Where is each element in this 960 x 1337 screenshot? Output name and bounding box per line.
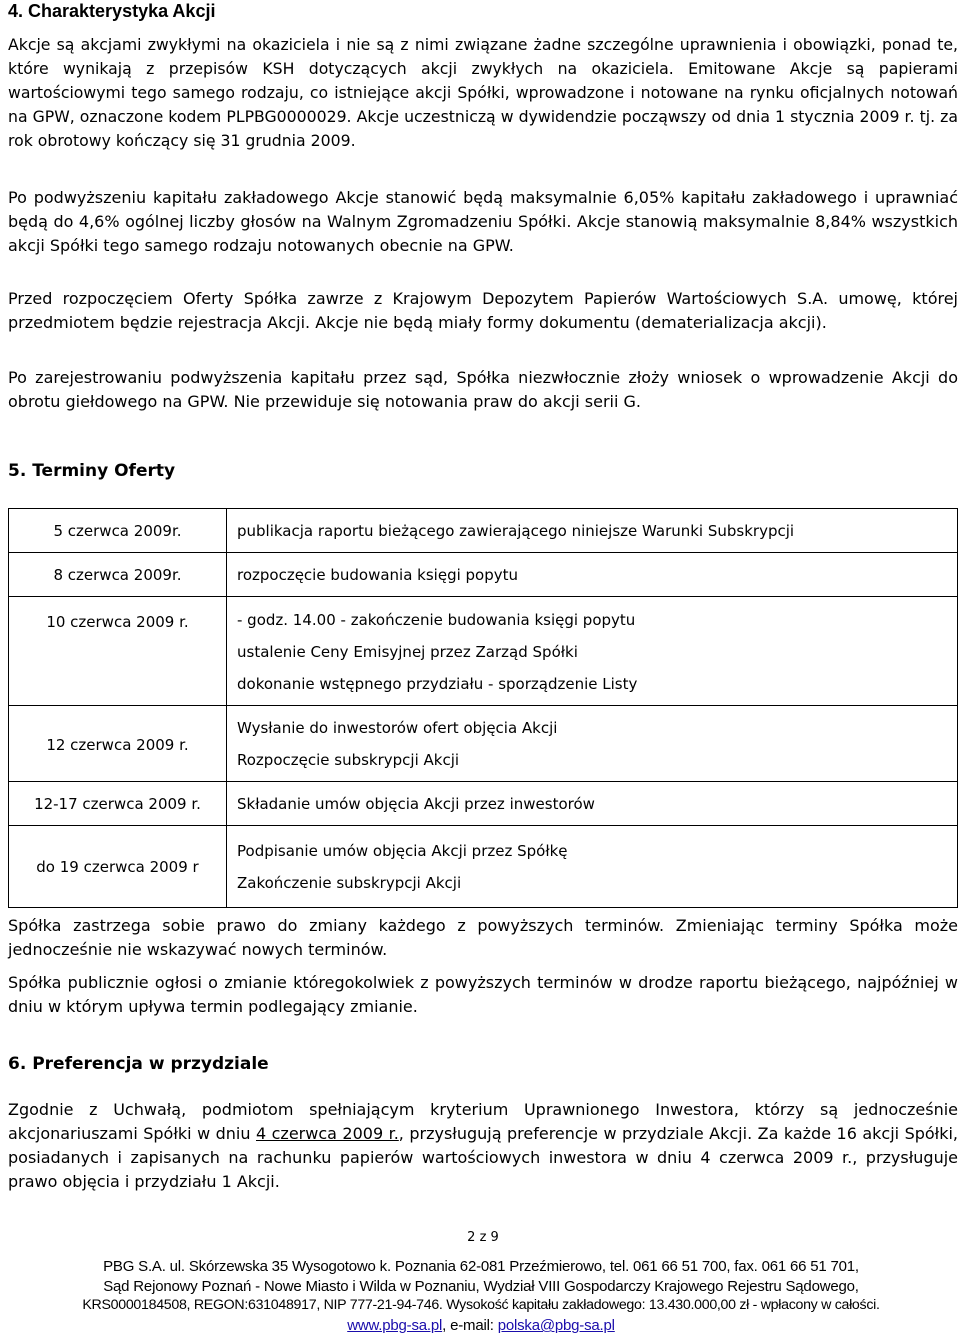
schedule-events	[227, 826, 958, 908]
footer-line-contact	[2, 1316, 960, 1336]
schedule-date: 12 czerwca 2009 r.	[9, 706, 227, 782]
schedule-date: do 19 czerwca 2009 r	[9, 826, 227, 908]
schedule-event: dokonanie wstępnego przydziału - sporządzenie Listy	[237, 674, 638, 693]
schedule-events	[227, 706, 958, 782]
schedule-row	[9, 706, 958, 782]
section-4-paragraph-3: Przed rozpoczęciem Oferty Spółka zawrze z Krajowym Depozytem Papierów Wartościowych S.A. umowę, której przedmiotem będzie rejestracja Akcji. Akcje nie będą miały formy dokumentu (dematerializacja akcji).	[8, 289, 958, 332]
schedule-row	[9, 597, 958, 706]
schedule-events	[227, 597, 958, 706]
schedule-event: Składanie umów objęcia Akcji przez inwestorów	[237, 794, 595, 813]
schedule-event: Rozpoczęcie subskrypcji Akcji	[237, 750, 460, 769]
schedule-row	[9, 826, 958, 908]
offer-schedule-table	[8, 508, 958, 908]
section-4-paragraph-2: Po podwyższeniu kapitału zakładowego Akcje stanowić będą maksymalnie 6,05% kapitału zakładowego i uprawniać będą do 4,6% ogólnej liczby głosów na Walnym Zgromadzeniu Spółki. Akcje stanowią maksymalnie 8,84% wszystkich akcji Spółki tego samego rodzaju notowanych obecnie na GPW.	[8, 188, 958, 255]
date-link[interactable]: 4 czerwca 2009 r.	[255, 1124, 399, 1143]
section-6-text-a: Zgodnie z Uchwałą, podmiotom spełniającym kryterium Uprawnionego Inwestora, którzy są jednocześnie akcjonariuszami Spółki w dniu	[8, 1100, 958, 1143]
company-footer	[2, 1257, 960, 1336]
schedule-event: publikacja raportu bieżącego zawierającego niniejsze Warunki Subskrypcji	[237, 521, 795, 540]
schedule-row	[9, 782, 958, 826]
schedule-event: ustalenie Ceny Emisyjnej przez Zarząd Spółki	[237, 642, 578, 661]
schedule-row	[9, 553, 958, 597]
section-5-paragraph-1: Spółka zastrzega sobie prawo do zmiany każdego z powyższych terminów. Zmieniając terminy Spółka może jednocześnie nie wskazywać nowych terminów.	[8, 916, 958, 959]
schedule-events	[227, 782, 958, 826]
page-number: 2 z 9	[467, 1230, 499, 1245]
schedule-date: 5 czerwca 2009r.	[9, 509, 227, 553]
section-5-paragraph-2: Spółka publicznie ogłosi o zmianie któregokolwiek z powyższych terminów w drodze raportu bieżącego, najpóźniej w dniu w którym upływa termin podlegający zmianie.	[8, 973, 958, 1016]
section-6-text-b: , przysługują preferencje w przydziale Akcji. Za każde 16 akcji Spółki, posiadanych i zapisanych na rachunku papierów wartościowych inwestora w dniu 4 czerwca 2009 r., przysługuje prawo objęcia i przydziału 1 Akcji.	[8, 1124, 959, 1191]
schedule-event: Zakończenie subskrypcji Akcji	[237, 873, 462, 892]
schedule-event: Wysłanie do inwestorów ofert objęcia Akcji	[237, 718, 558, 737]
schedule-event: Podpisanie umów objęcia Akcji przez Spółkę	[237, 841, 568, 860]
schedule-date: 10 czerwca 2009 r.	[9, 597, 227, 706]
schedule-row	[9, 509, 958, 553]
footer-line-court: Sąd Rejonowy Poznań - Nowe Miasto i Wilda w Poznaniu, Wydział VIII Gospodarczy Krajowego Rejestru Sądowego,	[103, 1277, 859, 1295]
email-label: , e-mail:	[442, 1317, 498, 1335]
website-link[interactable]: www.pbg-sa.pl	[347, 1317, 443, 1335]
schedule-events	[227, 553, 958, 597]
schedule-events	[227, 509, 958, 553]
schedule-event: - godz. 14.00 - zakończenie budowania księgi popytu	[237, 610, 636, 629]
section-4-paragraph-1: Akcje są akcjami zwykłymi na okaziciela i nie są z nimi związane żadne szczególne uprawnienia i obowiązki, ponad te, które wynikają z przepisów KSH dotyczących akcji zwykłych na okaziciela. Emitowane Akcje są papierami wartościowymi tego samego rodzaju, co istniejące akcji Spółki, wprowadzone i notowane na rynku oficjalnych notowań na GPW, oznaczone kodem PLPBG0000029. Akcje uczestniczą w dywidendzie począwszy od dnia 1 stycznia 2009 r. tj. za rok obrotowy kończący się 31 grudnia 2009.	[8, 35, 958, 150]
section-6-paragraph	[8, 1098, 958, 1194]
section-4-paragraph-4: Po zarejestrowaniu podwyższenia kapitału przez sąd, Spółka niezwłocznie złoży wniosek o wprowadzenie Akcji do obrotu giełdowego na GPW. Nie przewiduje się notowania praw do akcji serii G.	[8, 368, 958, 411]
schedule-event: rozpoczęcie budowania księgi popytu	[237, 565, 519, 584]
schedule-date: 12-17 czerwca 2009 r.	[9, 782, 227, 826]
section-5-heading: 5. Terminy Oferty	[8, 461, 176, 481]
footer-line-address: PBG S.A. ul. Skórzewska 35 Wysogotowo k. Poznania 62-081 Przeźmierowo, tel. 061 66 51 700, fax. 061 66 51 701,	[103, 1258, 859, 1275]
email-link[interactable]: polska@pbg-sa.pl	[497, 1317, 615, 1335]
schedule-date: 8 czerwca 2009r.	[9, 553, 227, 597]
footer-line-registry: KRS0000184508, REGON:631048917, NIP 777-21-94-746. Wysokość kapitału zakładowego: 13.430.000,00 zł - wpłacony w całości.	[82, 1297, 880, 1314]
section-4-heading: 4. Charakterystyka Akcji	[8, 1, 216, 21]
section-6-heading: 6. Preferencja w przydziale	[8, 1054, 269, 1074]
